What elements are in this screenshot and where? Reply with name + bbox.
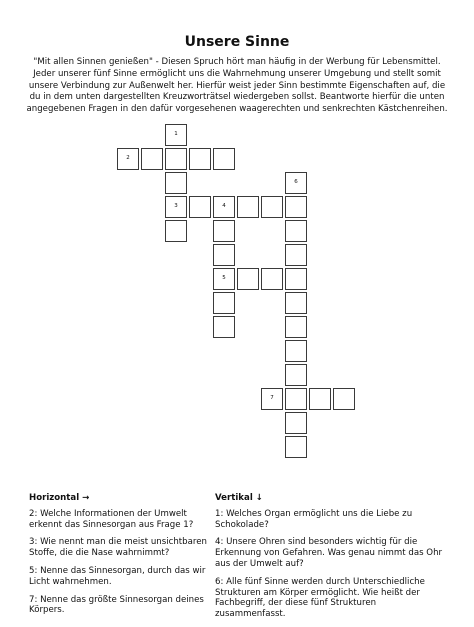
crossword-cell: [213, 220, 235, 242]
crossword-cell: [285, 220, 307, 242]
vertical-heading: Vertikal ↓: [215, 493, 263, 503]
crossword-cell: [165, 148, 187, 170]
crossword-cell: [285, 292, 307, 314]
crossword-cell: [285, 244, 307, 266]
crossword-cell: [165, 196, 187, 218]
horizontal-heading: Horizontal →: [29, 493, 90, 503]
crossword-cell: [333, 388, 355, 410]
crossword-cell: [165, 220, 187, 242]
crossword-cell-number: 7: [270, 395, 274, 401]
clue-vertical-6: 6: Alle fünf Sinne werden durch Unterschiedliche Strukturen am Körper ermöglicht. Wie heißt der Fachbegriff, der diese fünf Strukturen zusammenfasst.: [215, 576, 425, 620]
crossword-cell: [213, 244, 235, 266]
crossword-cell: [213, 316, 235, 338]
crossword-cell: [285, 364, 307, 386]
worksheet-title: Unsere Sinne: [184, 34, 290, 50]
crossword-cell-number: 2: [126, 155, 130, 161]
crossword-cell: [285, 316, 307, 338]
crossword-cell: [285, 412, 307, 434]
crossword-cell: [189, 196, 211, 218]
horizontal-clues: [29, 493, 214, 623]
crossword-cell: [285, 172, 307, 194]
crossword-cell: [237, 196, 259, 218]
crossword-cell: [261, 268, 283, 290]
crossword-cell: [285, 196, 307, 218]
crossword-cell: [213, 196, 235, 218]
clue-vertical-4: 4: Unsere Ohren sind besonders wichtig für die Erkennung von Gefahren. Was genau nimmt das Ohr aus der Umwelt auf?: [215, 537, 443, 569]
crossword-cell: [165, 124, 187, 146]
crossword-cell-number: 1: [174, 131, 178, 137]
crossword-cell-number: 4: [222, 203, 226, 209]
crossword-cell: [285, 388, 307, 410]
clue-vertical-1: 1: Welches Organ ermöglicht uns die Liebe zu Schokolade?: [215, 508, 413, 530]
crossword-cell: [261, 388, 283, 410]
crossword-cell: [237, 268, 259, 290]
crossword-cell: [213, 148, 235, 170]
crossword-cell: [117, 148, 139, 170]
crossword-cell: [285, 340, 307, 362]
clue-horizontal-7: 7: Nenne das größte Sinnesorgan deines Körpers.: [29, 594, 204, 616]
crossword-cell: [285, 436, 307, 458]
crossword-cell: [309, 388, 331, 410]
crossword-cell: [189, 148, 211, 170]
crossword-cell: [213, 292, 235, 314]
vertical-clues: [215, 493, 445, 627]
crossword-cell-number: 3: [174, 203, 178, 209]
crossword-cell: [165, 172, 187, 194]
crossword-cell: [285, 268, 307, 290]
clue-horizontal-5: 5: Nenne das Sinnesorgan, durch das wir Licht wahrnehmen.: [29, 565, 206, 587]
intro-paragraph: "Mit allen Sinnen genießen" - Diesen Spruch hört man häufig in der Werbung für Lebensmittel. Jeder unserer fünf Sinne ermöglicht uns die Wahrnehmung unserer Umgebung und stellt somit unsere Verbindung zur Außenwelt her. Hierfür weist jeder Sinn bestimmte Eigenschaften auf, die du in dem unten dargestellten Kreuzworträtsel wiedergeben sollst. Beantworte hierfür die unten angegebenen Fragen in den dafür vorgesehenen waagerechten und senkrechten Kästchenreihen.: [26, 57, 448, 115]
crossword-cell: [261, 196, 283, 218]
clue-horizontal-2: 2: Welche Informationen der Umwelt erkennt das Sinnesorgan aus Frage 1?: [29, 508, 194, 530]
clue-horizontal-3: 3: Wie nennt man die meist unsichtbaren Stoffe, die die Nase wahrnimmt?: [29, 537, 207, 559]
crossword-cell: [213, 268, 235, 290]
crossword-cell: [141, 148, 163, 170]
crossword-cell-number: 5: [222, 275, 226, 281]
crossword-cell-number: 6: [294, 179, 298, 185]
